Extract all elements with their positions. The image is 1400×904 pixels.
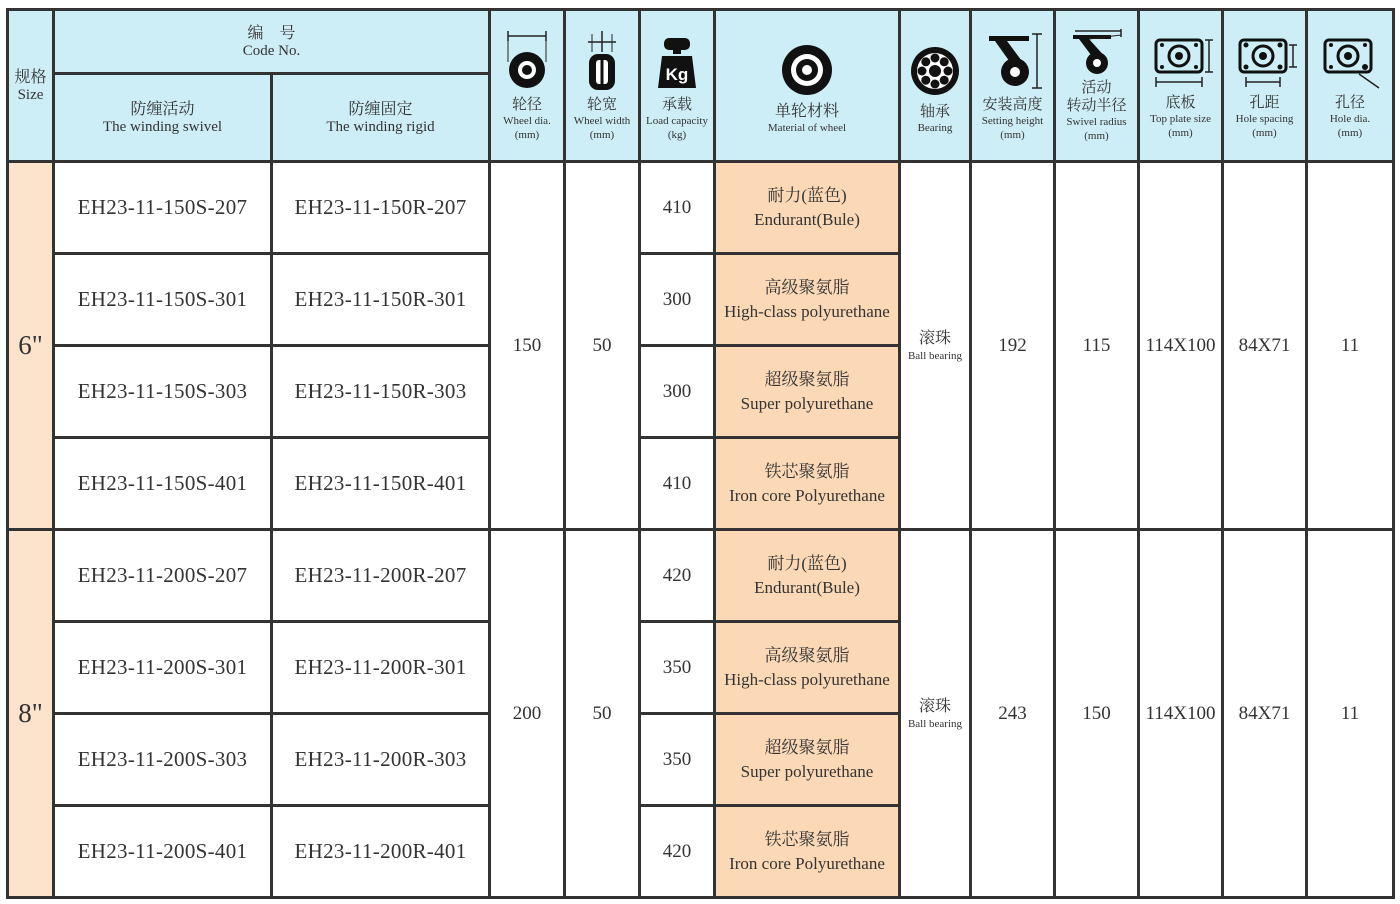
material-en: High-class polyurethane: [724, 669, 890, 689]
caster-spec-table: [6, 8, 1395, 899]
material-en: Super polyurethane: [740, 393, 874, 413]
hole-spacing-cell: 84X71: [1223, 530, 1307, 898]
header-swivel-radius-en: Swivel radius: [1066, 115, 1127, 128]
bearing-cell: [900, 162, 971, 530]
header-hole-dia-zh: 孔径: [1334, 94, 1365, 111]
header-top-plate-en: Top plate size: [1150, 112, 1211, 125]
load-cell: 300: [640, 346, 715, 438]
material-zh: 耐力(蓝色): [767, 185, 847, 205]
swivel-radius-icon: [1065, 29, 1129, 77]
header-swivel-radius-zh2: 转动半径: [1066, 97, 1127, 114]
header-bearing-zh: 轴承: [919, 103, 950, 120]
wheel-width-cell: 50: [565, 530, 640, 898]
bearing-zh: 滚珠: [918, 697, 951, 715]
top-plate-cell: 114X100: [1139, 530, 1223, 898]
material-cell: [715, 530, 900, 622]
material-cell: [715, 162, 900, 254]
material-zh: 高级聚氨脂: [764, 277, 850, 297]
bearing-en: Ball bearing: [907, 717, 963, 730]
header-code: [54, 10, 490, 74]
header-material: [715, 10, 900, 162]
load-cell: 410: [640, 438, 715, 530]
header-material-zh: 单轮材料: [774, 103, 839, 120]
rigid-code-cell: EH23-11-150R-301: [272, 254, 490, 346]
material-cell: [715, 622, 900, 714]
swivel-code-cell: EH23-11-150S-401: [54, 438, 272, 530]
hole-diameter-icon: [1315, 32, 1385, 92]
rigid-code-cell: EH23-11-200R-301: [272, 622, 490, 714]
header-setting-height-en: Setting height: [981, 114, 1044, 127]
header-rigid-en: The winding rigid: [326, 118, 435, 135]
header-wheel-width-unit: (mm): [589, 128, 615, 141]
material-cell: [715, 806, 900, 898]
header-hole-spacing-en: Hole spacing: [1235, 112, 1294, 125]
hole-dia-cell: 11: [1307, 162, 1394, 530]
header-hole-dia-unit: (mm): [1337, 126, 1363, 139]
material-en: Iron core Polyurethane: [729, 485, 885, 505]
header-swivel-en: The winding swivel: [102, 118, 223, 135]
material-en: High-class polyurethane: [724, 301, 890, 321]
header-code-zh: 编 号: [247, 24, 296, 42]
header-code-en: Code No.: [242, 42, 301, 59]
swivel-code-cell: EH23-11-200S-207: [54, 530, 272, 622]
material-cell: [715, 438, 900, 530]
swivel-code-cell: EH23-11-200S-301: [54, 622, 272, 714]
rigid-code-cell: EH23-11-200R-303: [272, 714, 490, 806]
wheel-dia-cell: 200: [490, 530, 565, 898]
header-material-en: Material of wheel: [767, 122, 847, 134]
header-setting-height-zh: 安装高度: [982, 96, 1043, 113]
ball-bearing-icon: [907, 37, 963, 101]
header-top-plate-unit: (mm): [1168, 126, 1193, 139]
setting-height-cell: 243: [971, 530, 1055, 898]
header-swivel-radius-unit: (mm): [1084, 129, 1109, 142]
swivel-code-cell: EH23-11-150S-301: [54, 254, 272, 346]
material-en: Endurant(Bule): [754, 209, 860, 229]
header-wheel-dia-en: Wheel dia.: [503, 114, 551, 127]
load-cell: 350: [640, 714, 715, 806]
bearing-en: Ball bearing: [907, 349, 963, 362]
wheel-width-icon: [579, 30, 625, 94]
header-top-plate: [1139, 10, 1223, 162]
header-load-unit: (kg): [667, 128, 687, 141]
swivel-code-cell: EH23-11-200S-303: [54, 714, 272, 806]
header-wheel-width-zh: 轮宽: [586, 96, 617, 113]
swivel-code-cell: EH23-11-150S-207: [54, 162, 272, 254]
header-load-en: Load capacity: [646, 114, 708, 127]
header-hole-dia-en: Hole dia.: [1329, 112, 1371, 125]
weight-icon-label: Kg: [665, 64, 689, 84]
header-setting-height-unit: (mm): [1000, 128, 1025, 141]
header-swivel: [54, 74, 272, 162]
material-cell: [715, 714, 900, 806]
header-hole-spacing-zh: 孔距: [1249, 94, 1280, 111]
material-en: Super polyurethane: [740, 761, 874, 781]
swivel-code-cell: EH23-11-150S-303: [54, 346, 272, 438]
wheel-diameter-icon: [504, 30, 550, 94]
swivel-radius-cell: 150: [1055, 530, 1139, 898]
header-size: [8, 10, 54, 162]
rigid-code-cell: EH23-11-150R-303: [272, 346, 490, 438]
header-load: [640, 10, 715, 162]
size-cell: 6": [8, 162, 54, 530]
table-row: [8, 162, 1394, 254]
header-swivel-zh: 防缠活动: [130, 100, 195, 118]
material-zh: 超级聚氨脂: [764, 737, 850, 757]
material-en: Iron core Polyurethane: [729, 853, 885, 873]
load-cell: 350: [640, 622, 715, 714]
setting-height-cell: 192: [971, 162, 1055, 530]
wheel-dia-cell: 150: [490, 162, 565, 530]
wheel-width-cell: 50: [565, 162, 640, 530]
rigid-code-cell: EH23-11-150R-207: [272, 162, 490, 254]
header-swivel-radius-zh1: 活动: [1081, 79, 1112, 96]
size-cell: 8": [8, 530, 54, 898]
material-cell: [715, 254, 900, 346]
material-cell: [715, 346, 900, 438]
header-bearing: [900, 10, 971, 162]
rigid-code-cell: EH23-11-200R-207: [272, 530, 490, 622]
material-zh: 铁芯聚氨脂: [764, 829, 850, 849]
hole-spacing-cell: 84X71: [1223, 162, 1307, 530]
table-row: [8, 530, 1394, 622]
header-wheel-dia-unit: (mm): [514, 128, 540, 141]
swivel-radius-cell: 115: [1055, 162, 1139, 530]
setting-height-icon: [981, 30, 1045, 94]
bearing-cell: [900, 530, 971, 898]
header-wheel-dia-zh: 轮径: [511, 96, 542, 113]
wheel-material-icon: [779, 36, 835, 100]
weight-kg-icon: [654, 30, 700, 94]
load-cell: 420: [640, 806, 715, 898]
swivel-code-cell: EH23-11-200S-401: [54, 806, 272, 898]
header-setting-height: [971, 10, 1055, 162]
header-size-zh: 规格: [14, 68, 47, 86]
load-cell: 420: [640, 530, 715, 622]
header-size-en: Size: [17, 86, 44, 103]
rigid-code-cell: EH23-11-200R-401: [272, 806, 490, 898]
bearing-zh: 滚珠: [918, 329, 951, 347]
material-zh: 超级聚氨脂: [764, 369, 850, 389]
material-en: Endurant(Bule): [754, 577, 860, 597]
load-cell: 300: [640, 254, 715, 346]
header-rigid: [272, 74, 490, 162]
hole-spacing-icon: [1230, 32, 1300, 92]
hole-dia-cell: 11: [1307, 530, 1394, 898]
material-zh: 耐力(蓝色): [767, 553, 847, 573]
header-wheel-dia: [490, 10, 565, 162]
header-bearing-en: Bearing: [917, 121, 953, 134]
header-rigid-zh: 防缠固定: [348, 100, 413, 118]
rigid-code-cell: EH23-11-150R-401: [272, 438, 490, 530]
material-zh: 铁芯聚氨脂: [764, 461, 850, 481]
header-wheel-width-en: Wheel width: [573, 114, 631, 127]
header-hole-spacing-unit: (mm): [1252, 126, 1277, 139]
load-cell: 410: [640, 162, 715, 254]
header-wheel-width: [565, 10, 640, 162]
top-plate-icon: [1146, 32, 1216, 92]
header-load-zh: 承载: [661, 96, 692, 113]
header-swivel-radius: [1055, 10, 1139, 162]
header-top-plate-zh: 底板: [1165, 94, 1196, 111]
header-hole-spacing: [1223, 10, 1307, 162]
top-plate-cell: 114X100: [1139, 162, 1223, 530]
material-zh: 高级聚氨脂: [764, 645, 850, 665]
header-hole-dia: [1307, 10, 1394, 162]
